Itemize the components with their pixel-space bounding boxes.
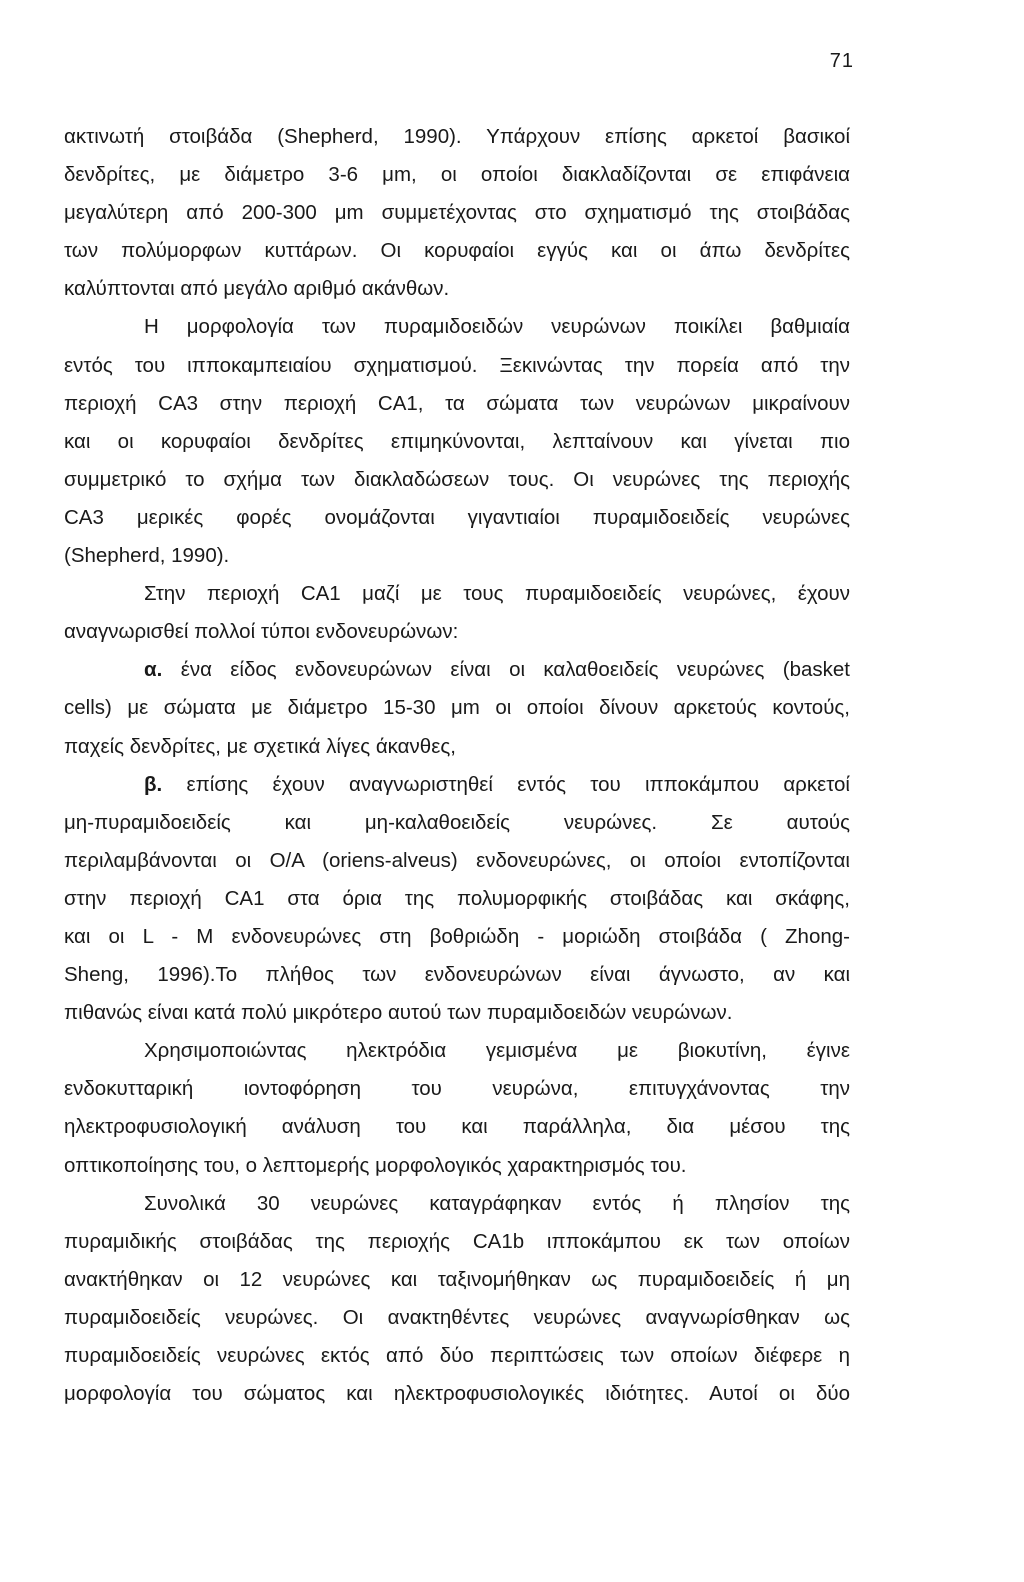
text-line: Sheng, 1996).Το πλήθος των ενδονευρώνων είναι άγνωστο, αν και [64,963,850,987]
text-line: συμμετρικό το σχήμα των διακλαδώσεων τους. Οι νευρώνες της περιοχής [64,467,850,491]
text-line: Η μορφολογία των πυραμιδοειδών νευρώνων ποικίλει βαθμιαία [144,315,850,339]
text-line: μορφολογία του σώματος και ηλεκτροφυσιολογικές ιδιότητες. Αυτοί οι δύο [64,1382,850,1406]
text-line: καλύπτονται από μεγάλο αριθμό ακάνθων. [64,277,450,301]
text-line: ακτινωτή στοιβάδα (Shepherd, 1990). Υπάρχουν επίσης αρκετοί βασικοί [64,125,850,148]
text-line: περιλαμβάνονται οι O/A (oriens-alveus) ενδονευρώνες, οι οποίοι εντοπίζονται [64,848,850,872]
text-line: μεγαλύτερη από 200-300 μm συμμετέχοντας στο σχηματισμό της στοιβάδας [64,201,850,225]
text-line: Στην περιοχή CA1 μαζί με τους πυραμιδοειδείς νευρώνες, έχουν [144,582,850,606]
text-line: ένα είδος ενδονευρώνων είναι οι καλαθοειδείς νευρώνες (basket [180,658,850,682]
text-line: ανακτήθηκαν οι 12 νευρώνες και ταξινομήθηκαν ως πυραμιδοειδείς ή μη [64,1267,850,1291]
list-item-alpha [64,651,850,689]
text-line: μη-πυραμιδοειδείς και μη-καλαθοειδείς νευρώνες. Σε αυτούς [64,810,850,834]
text-line: ηλεκτροφυσιολογική ανάλυση του και παράλληλα, δια μέσου της [64,1115,850,1139]
text-line: Συνολικά 30 νευρώνες καταγράφηκαν εντός ή πλησίον της [144,1191,850,1215]
text-line: πυραμιδικής στοιβάδας της περιοχής CA1b ιπποκάμπου εκ των οποίων [64,1229,850,1253]
text-line: επίσης έχουν αναγνωριστηθεί εντός του ιπποκάμπου αρκετοί [186,772,850,796]
text-line: των πολύμορφων κυττάρων. Οι κορυφαίοι εγγύς και οι άπω δενδρίτες [64,239,850,263]
text-line: εντός του ιπποκαμπειαίου σχηματισμού. Ξεκινώντας την πορεία από την [64,353,850,377]
text-line: παχείς δενδρίτες, με σχετικά λίγες άκανθες, [64,734,456,758]
text-line: οπτικοποίησης του, ο λεπτομερής μορφολογικός χαρακτηρισμός του. [64,1153,687,1177]
body-text [64,118,850,1413]
text-line: και οι κορυφαίοι δενδρίτες επιμηκύνονται, λεπταίνουν και γίνεται πιο [64,429,850,453]
list-marker-alpha: α. [144,658,163,682]
text-line: Χρησιμοποιώντας ηλεκτρόδια γεμισμένα με βιοκυτίνη, έγινε [144,1039,850,1063]
list-marker-beta: β. [144,772,163,796]
text-line: δενδρίτες, με διάμετρο 3-6 μm, οι οποίοι διακλαδίζονται σε επιφάνεια [64,163,850,187]
text-line: (Shepherd, 1990). [64,544,230,568]
text-line: πιθανώς είναι κατά πολύ μικρότερο αυτού των πυραμιδοειδών νευρώνων. [64,1001,733,1025]
text-line: CA3 μερικές φορές ονομάζονται γιγαντιαίοι πυραμιδοειδείς νευρώνες [64,505,850,529]
text-line: πυραμιδοειδείς νευρώνες εκτός από δύο περιπτώσεις των οποίων διέφερε η [64,1344,850,1367]
text-line: cells) με σώματα με διάμετρο 15-30 μm οι οποίοι δίνουν αρκετούς κοντούς, [64,696,850,720]
text-line: περιοχή CA3 στην περιοχή CA1, τα σώματα των νευρώνων μικραίνουν [64,391,850,415]
text-line: στην περιοχή CA1 στα όρια της πολυμορφικής στοιβάδας και σκάφης, [64,886,850,910]
text-line: πυραμιδοειδείς νευρώνες. Οι ανακτηθέντες νευρώνες αναγνωρίσθηκαν ως [64,1305,850,1329]
text-line: και οι L - M ενδονευρώνες στη βοθριώδη - μοριώδη στοιβάδα ( Zhong- [64,924,850,948]
list-item-beta [64,766,850,804]
text-line: αναγνωρισθεί πολλοί τύποι ενδονευρώνων: [64,620,459,644]
page-number: 71 [829,50,854,72]
text-line: ενδοκυτταρική ιοντοφόρηση του νευρώνα, επιτυγχάνοντας την [64,1077,850,1101]
